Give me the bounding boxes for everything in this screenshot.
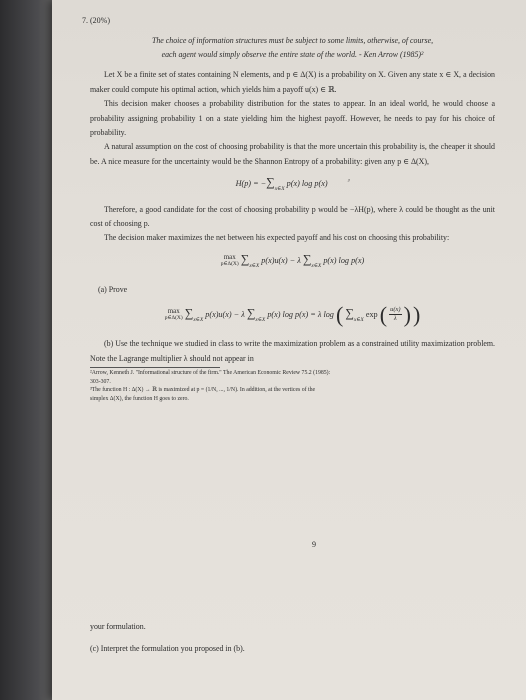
page-content	[82, 14, 495, 403]
exp-function: exp	[365, 309, 378, 319]
left-paren-inner: (	[379, 301, 388, 327]
left-paren: (	[335, 301, 344, 327]
next-page-content	[90, 616, 495, 660]
question-number: 7. (20%)	[82, 16, 110, 25]
prove-term-1: p(x)u(x) − λ	[205, 309, 245, 319]
epigraph-quote	[90, 34, 495, 62]
max-operator: max	[223, 253, 236, 261]
entropy-sum-index: x∈X	[274, 186, 285, 193]
quote-line-1: The choice of information structures must be subject to some limits, otherwise, of course,	[151, 36, 434, 46]
right-paren: )	[412, 301, 421, 327]
max-operator: max	[167, 306, 180, 315]
desk-background	[0, 0, 60, 700]
paragraph-entropy-intro: A natural assumption on the cost of choosing probability is that the more uncertain this probability is, the cheaper it should be. A nice measure for the uncertainty would be the Shannon Entropy of a probability: given any p ∈ Δ(X),	[90, 142, 495, 166]
sum-index: x∈X	[311, 262, 322, 269]
part-a-label: (a) Prove	[98, 285, 128, 295]
footnote-3-line-1: ³The function H : Δ(X) → ℝ is maximized at p = (1/N, ..., 1/N). In addition, at the vertices of the	[90, 387, 316, 394]
fraction-numerator: u(x)	[390, 306, 401, 314]
entropy-equation	[90, 175, 495, 196]
sum-index: x∈X	[193, 316, 204, 323]
paragraph-objective: The decision maker maximizes the net between his expected payoff and his cost on choosing this probability:	[104, 233, 450, 243]
paragraph-states: Let X be a finite set of states containing N elements, and p ∈ Δ(X) is a probability on X. Given any state x ∈ X, a decision maker could compute his optimal action, which yields him a payoff u(x) ∈ ℝ.	[90, 70, 495, 94]
prove-term-2: p(x) log p(x) = λ log	[267, 309, 334, 319]
document-page	[52, 0, 526, 700]
sum-symbol: ∑	[246, 305, 256, 320]
prove-equation	[90, 301, 495, 327]
paragraph-choice: This decision maker chooses a probability distribution for the states to appear. In an ideal world, he would choose a probability assigning probability 1 on a state yielding him the highest payoff. However, he needs to pay for his choice of probability.	[90, 99, 495, 138]
paragraph-cost: Therefore, a good candidate for the cost of choosing probability p would be −λH(p), where λ could be thought as the unit cost of choosing p.	[90, 204, 495, 229]
paragraph-part-b: (b) Use the technique we studied in class to write the maximization problem as a constrained utility maximization problem. Note the Lagrange multiplier λ should not appear in	[90, 339, 495, 363]
max-index: p∈Δ(X)	[164, 314, 183, 321]
quote-line-2: each agent would simply observe the entire state of the world. - Ken Arrow (1985)²	[161, 50, 424, 60]
sum-symbol: ∑	[240, 251, 250, 266]
sum-symbol: ∑	[302, 251, 312, 266]
part-c: (c) Interpret the formulation you proposed in (b).	[90, 644, 245, 653]
sum-symbol: ∑	[184, 305, 194, 320]
max-term-1: p(x)u(x) − λ	[261, 255, 301, 265]
entropy-lhs: H(p) = −	[235, 179, 267, 189]
entropy-body: p(x) log p(x)	[286, 179, 328, 189]
sum-symbol: ∑	[345, 305, 354, 320]
footnote-2-line-2: 303-307.	[90, 378, 111, 385]
continued-text: your formulation.	[90, 622, 146, 631]
fraction-denominator: λ	[393, 315, 397, 323]
sum-index: x∈X	[353, 316, 364, 323]
sum-symbol: ∑	[266, 175, 275, 190]
sum-index: x∈X	[255, 316, 266, 323]
footnote-3-line-2: simplex Δ(X), the function H goes to zero.	[90, 395, 189, 402]
max-index: p∈Δ(X)	[220, 261, 239, 267]
footnote-mark: ³	[347, 179, 350, 186]
page-number: 9	[312, 540, 316, 549]
right-paren-inner: )	[403, 301, 411, 327]
sum-index: x∈X	[249, 262, 260, 269]
footnote-2-line-1: ²Arrow, Kenneth J. "Informational structure of the firm." The American Economic Review 75.2 (1985):	[90, 369, 331, 376]
footnotes	[90, 369, 495, 403]
max-term-2: p(x) log p(x)	[323, 255, 365, 265]
maximization-equation	[90, 252, 495, 273]
fraction	[389, 306, 401, 323]
